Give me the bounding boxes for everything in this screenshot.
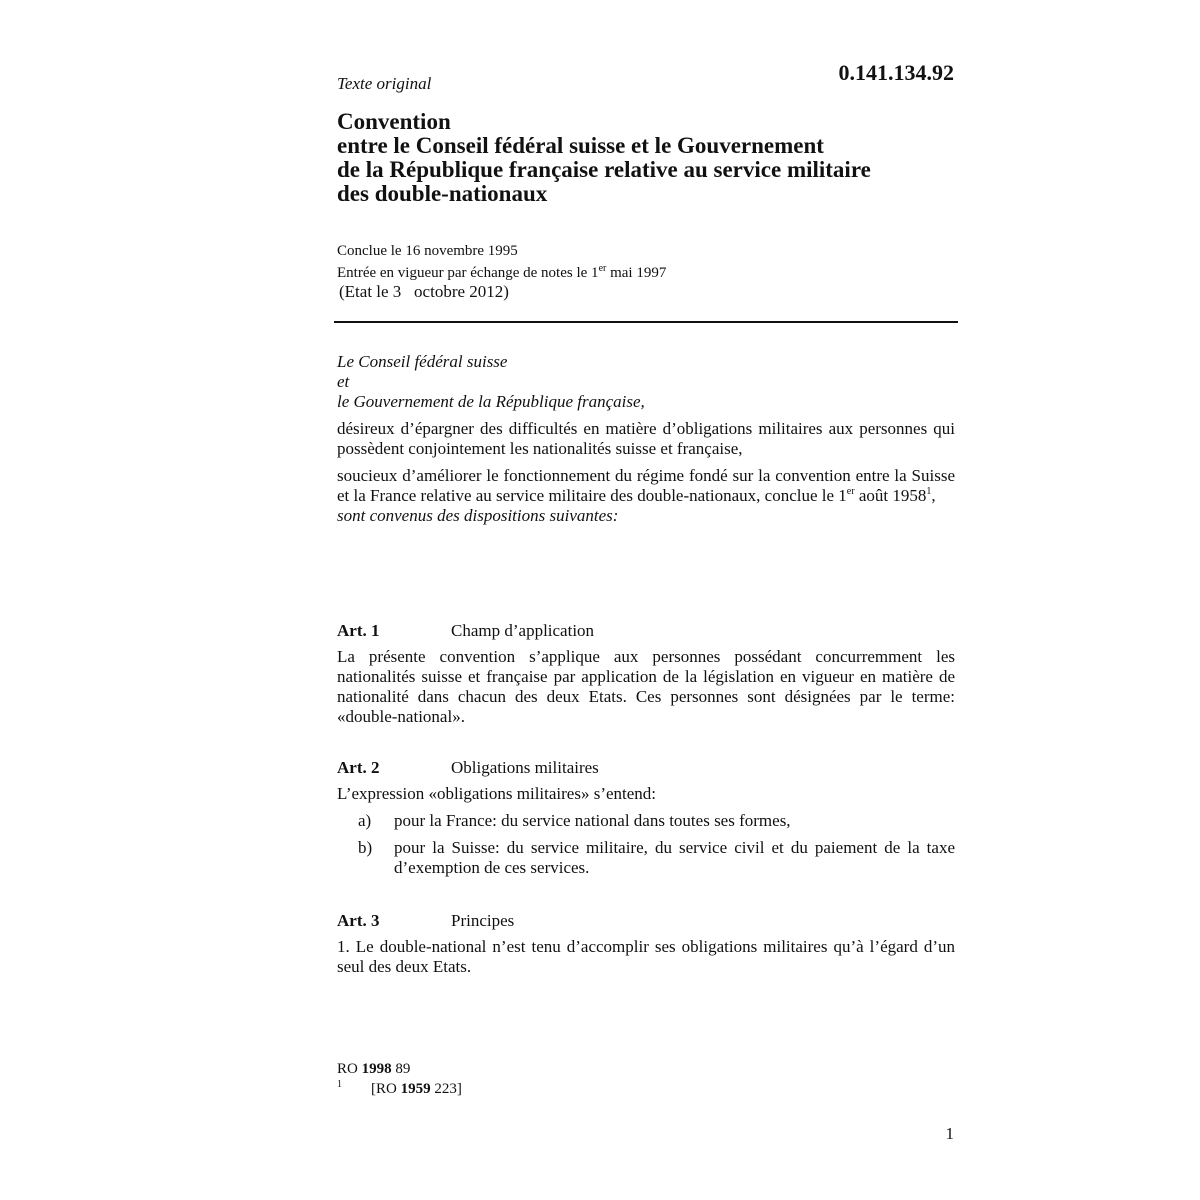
conjunction: et [337,372,350,391]
article-number: Art. 1 [337,621,380,640]
title-line-3: de la République française relative au service militaire [337,157,871,182]
page-number: 1 [945,1124,954,1143]
footnote-text: [RO 1959 223] [371,1081,462,1097]
preamble-closing: sont convenus des dispositions suivantes: [337,506,619,525]
document-title [337,110,977,206]
footnote-1 [337,1079,462,1099]
article-3 [337,911,955,977]
title-line-1: Convention [337,109,451,134]
party-swiss: Le Conseil fédéral suisse [337,352,508,371]
list-item-letter: b) [358,838,373,857]
article-body: L’expression «obligations militaires» s’entend: [337,784,657,803]
status-date: (Etat le 3 octobre 2012) [339,282,509,301]
preamble-paragraph-2: soucieux d’améliorer le fonctionnement du régime fondé sur la convention entre la Suisse et la France relative au service militaire des double-nationaux, conclue le 1er août 1958$^1$, [337,466,955,505]
article-number: Art. 2 [337,758,380,777]
title-line-4: des double-nationaux [337,181,548,206]
entry-into-force: Entrée en vigueur par échange de notes le 1er mai 1997 [337,263,667,281]
list-item-text: pour la Suisse: du service militaire, du service civil et du paiement de la taxe d’exemption de ces services. [394,838,955,877]
article-2 [337,758,955,878]
header-divider [334,321,958,323]
party-french: le Gouvernement de la République française, [337,392,645,411]
list-item-letter: a) [358,811,372,830]
article-title: Principes [451,911,515,930]
list-item-text: pour la France: du service national dans toutes ses formes, [394,811,791,830]
preamble [337,352,955,526]
preamble-paragraph-1: désireux d’épargner des difficultés en matière d’obligations militaires aux personnes qui possèdent conjointement les nationalités suisse et française, [337,419,955,458]
footnote-marker: 1 [337,1079,342,1090]
list-item [337,811,955,831]
ro-citation: RO 1998 89 [337,1061,411,1077]
article-1 [337,621,955,727]
title-line-2: entre le Conseil fédéral suisse et le Gouvernement [337,133,824,158]
footnotes [337,1059,462,1099]
article-number: Art. 3 [337,911,380,930]
article-body: 1. Le double-national n’est tenu d’accomplir ses obligations militaires qu’à l’égard d’un seul des deux Etats. [337,937,955,976]
document-meta [337,242,666,282]
footnote-reference-1[interactable]: 1 [926,486,932,497]
article-title: Obligations militaires [451,758,599,777]
list-item [337,838,955,878]
article-body: La présente convention s’applique aux personnes possédant concurremment les nationalités suisse et française par application de la législation en vigueur en matière de nationalité dans chacun des deux Etats. Ces personnes sont désignées par le terme: «double-national». [337,647,955,726]
texte-original-label: Texte original [337,74,432,93]
article-title: Champ d’application [451,621,595,640]
conclusion-date: Conclue le 16 novembre 1995 [337,243,518,259]
sr-reference-number: 0.141.134.92 [838,60,954,85]
